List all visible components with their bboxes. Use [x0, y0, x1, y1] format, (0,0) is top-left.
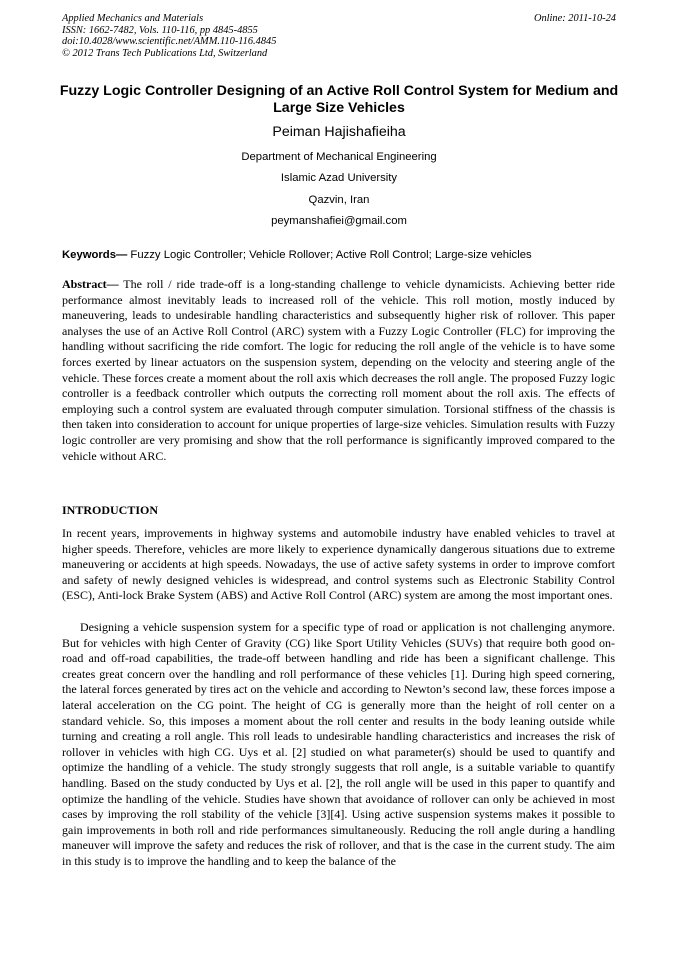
- issn-line: ISSN: 1662-7482, Vols. 110-116, pp 4845-4855: [62, 24, 258, 36]
- section-heading-introduction: INTRODUCTION: [62, 503, 159, 517]
- author-name: Peiman Hajishafieiha: [272, 124, 406, 140]
- abstract-paragraph: [62, 277, 615, 464]
- copyright-line: © 2012 Trans Tech Publications Ltd, Switzerland: [62, 47, 268, 59]
- journal-name: Applied Mechanics and Materials: [62, 13, 204, 24]
- author-email: peymanshafiei@gmail.com: [271, 215, 407, 227]
- author-department: Department of Mechanical Engineering: [241, 151, 437, 163]
- keywords-label: Keywords—: [62, 249, 128, 261]
- keywords-line: [62, 248, 622, 262]
- keywords-text: Fuzzy Logic Controller; Vehicle Rollover; Active Roll Control; Large-size vehicles: [127, 249, 532, 261]
- online-date: Online: 2011-10-24: [533, 13, 616, 24]
- publication-info: [62, 13, 276, 59]
- introduction-paragraph-2: Designing a vehicle suspension system for a specific type of road or application is not challenging anymore. But for vehicles with high Center of Gravity (CG) like Sport Utility Vehicles (SUVs) that require both good on-road and off-road capabilities, the trade-off between handling and ride has been a significant challenge. This creates great concern over the handling and roll performance of these vehicles [1]. During high speed cornering, the lateral forces generated by tires act on the vehicle and according to Newton’s second law, these forces impose a lateral acceleration on the CG point. The height of CG is generally more than the height of roll center on a standard vehicle. So, this imposes a moment about the roll center and results in the body leaning outside while turning and creating a roll angle. This roll leads to undesirable handling characteristics and increases the risk of rollover in vehicles with high CG. Uys et al. [2] studied on what parameter(s) should be used to quantify and optimize the handling of a vehicle. The study strongly suggests that roll angle, is a suitable variable to quantify handling. Based on the study conducted by Uys et al. [2], the roll angle will be used in this paper to quantify and optimize the handling of the vehicle. Studies have shown that avoidance of rollover can only be achieved in most cases by improving the roll stability of the vehicle [3][4]. Using active suspension systems makes it possible to gain improvements in both roll and ride performances simultaneously. Reducing the roll angle during a handling maneuver will improve the safety and reduces the risk of rollover, and that is the case in the current study. The aim in this study is to improve the handling and to keep the balance of the: [62, 620, 615, 868]
- author-location: Qazvin, Iran: [308, 194, 370, 206]
- doi-line: doi:10.4028/www.scientific.net/AMM.110-116.4845: [62, 36, 277, 48]
- abstract-label: Abstract—: [62, 277, 119, 291]
- author-university: Islamic Azad University: [280, 172, 398, 184]
- introduction-paragraph-1: In recent years, improvements in highway systems and automobile industry have enabled vehicles to travel at higher speeds. Therefore, vehicles are more likely to experience dynamically dangerous situations due to extreme maneuvering or accidents at high speeds. Nowadays, the use of active safety systems in order to improve comfort and safety of newly designed vehicles is widespread, and control systems such as Electronic Stability Control (ESC), Anti-lock Brake System (ABS) and Active Roll Control (ARC) system are among the most important ones.: [62, 526, 615, 603]
- abstract-text: The roll / ride trade-off is a long-standing challenge to vehicle dynamicists. Achieving better ride performance almost inevitably leads to increased roll of the vehicle. This roll motion, mostly induced by maneuvering, leads to undesirable handling characteristics and subsequently higher risk of rollover. This paper analyses the use of an Active Roll Control (ARC) system with a Fuzzy Logic Controller (FLC) for improving the handling without sacrificing the ride comfort. The logic for reducing the roll angle of the vehicle is to have some forces exerted by linear actuators on the suspension system, depending on the velocity and steering angle of the vehicle. These forces create a moment about the roll axis which decreases the roll angle. The proposed Fuzzy logic controller is a feedback controller which outputs the correcting roll moment about the roll axis. The effects of employing such a control system are evaluated through computer simulation. Torsional stiffness of the chassis is then taken into consideration to account for unique properties of large-size vehicles. Simulation results with Fuzzy logic controller are very promising and show that the roll performance is significantly improved compared to the vehicle without ARC.: [62, 277, 615, 463]
- paper-title: Fuzzy Logic Controller Designing of an Active Roll Control System for Medium and Large Size Vehicles: [59, 83, 619, 116]
